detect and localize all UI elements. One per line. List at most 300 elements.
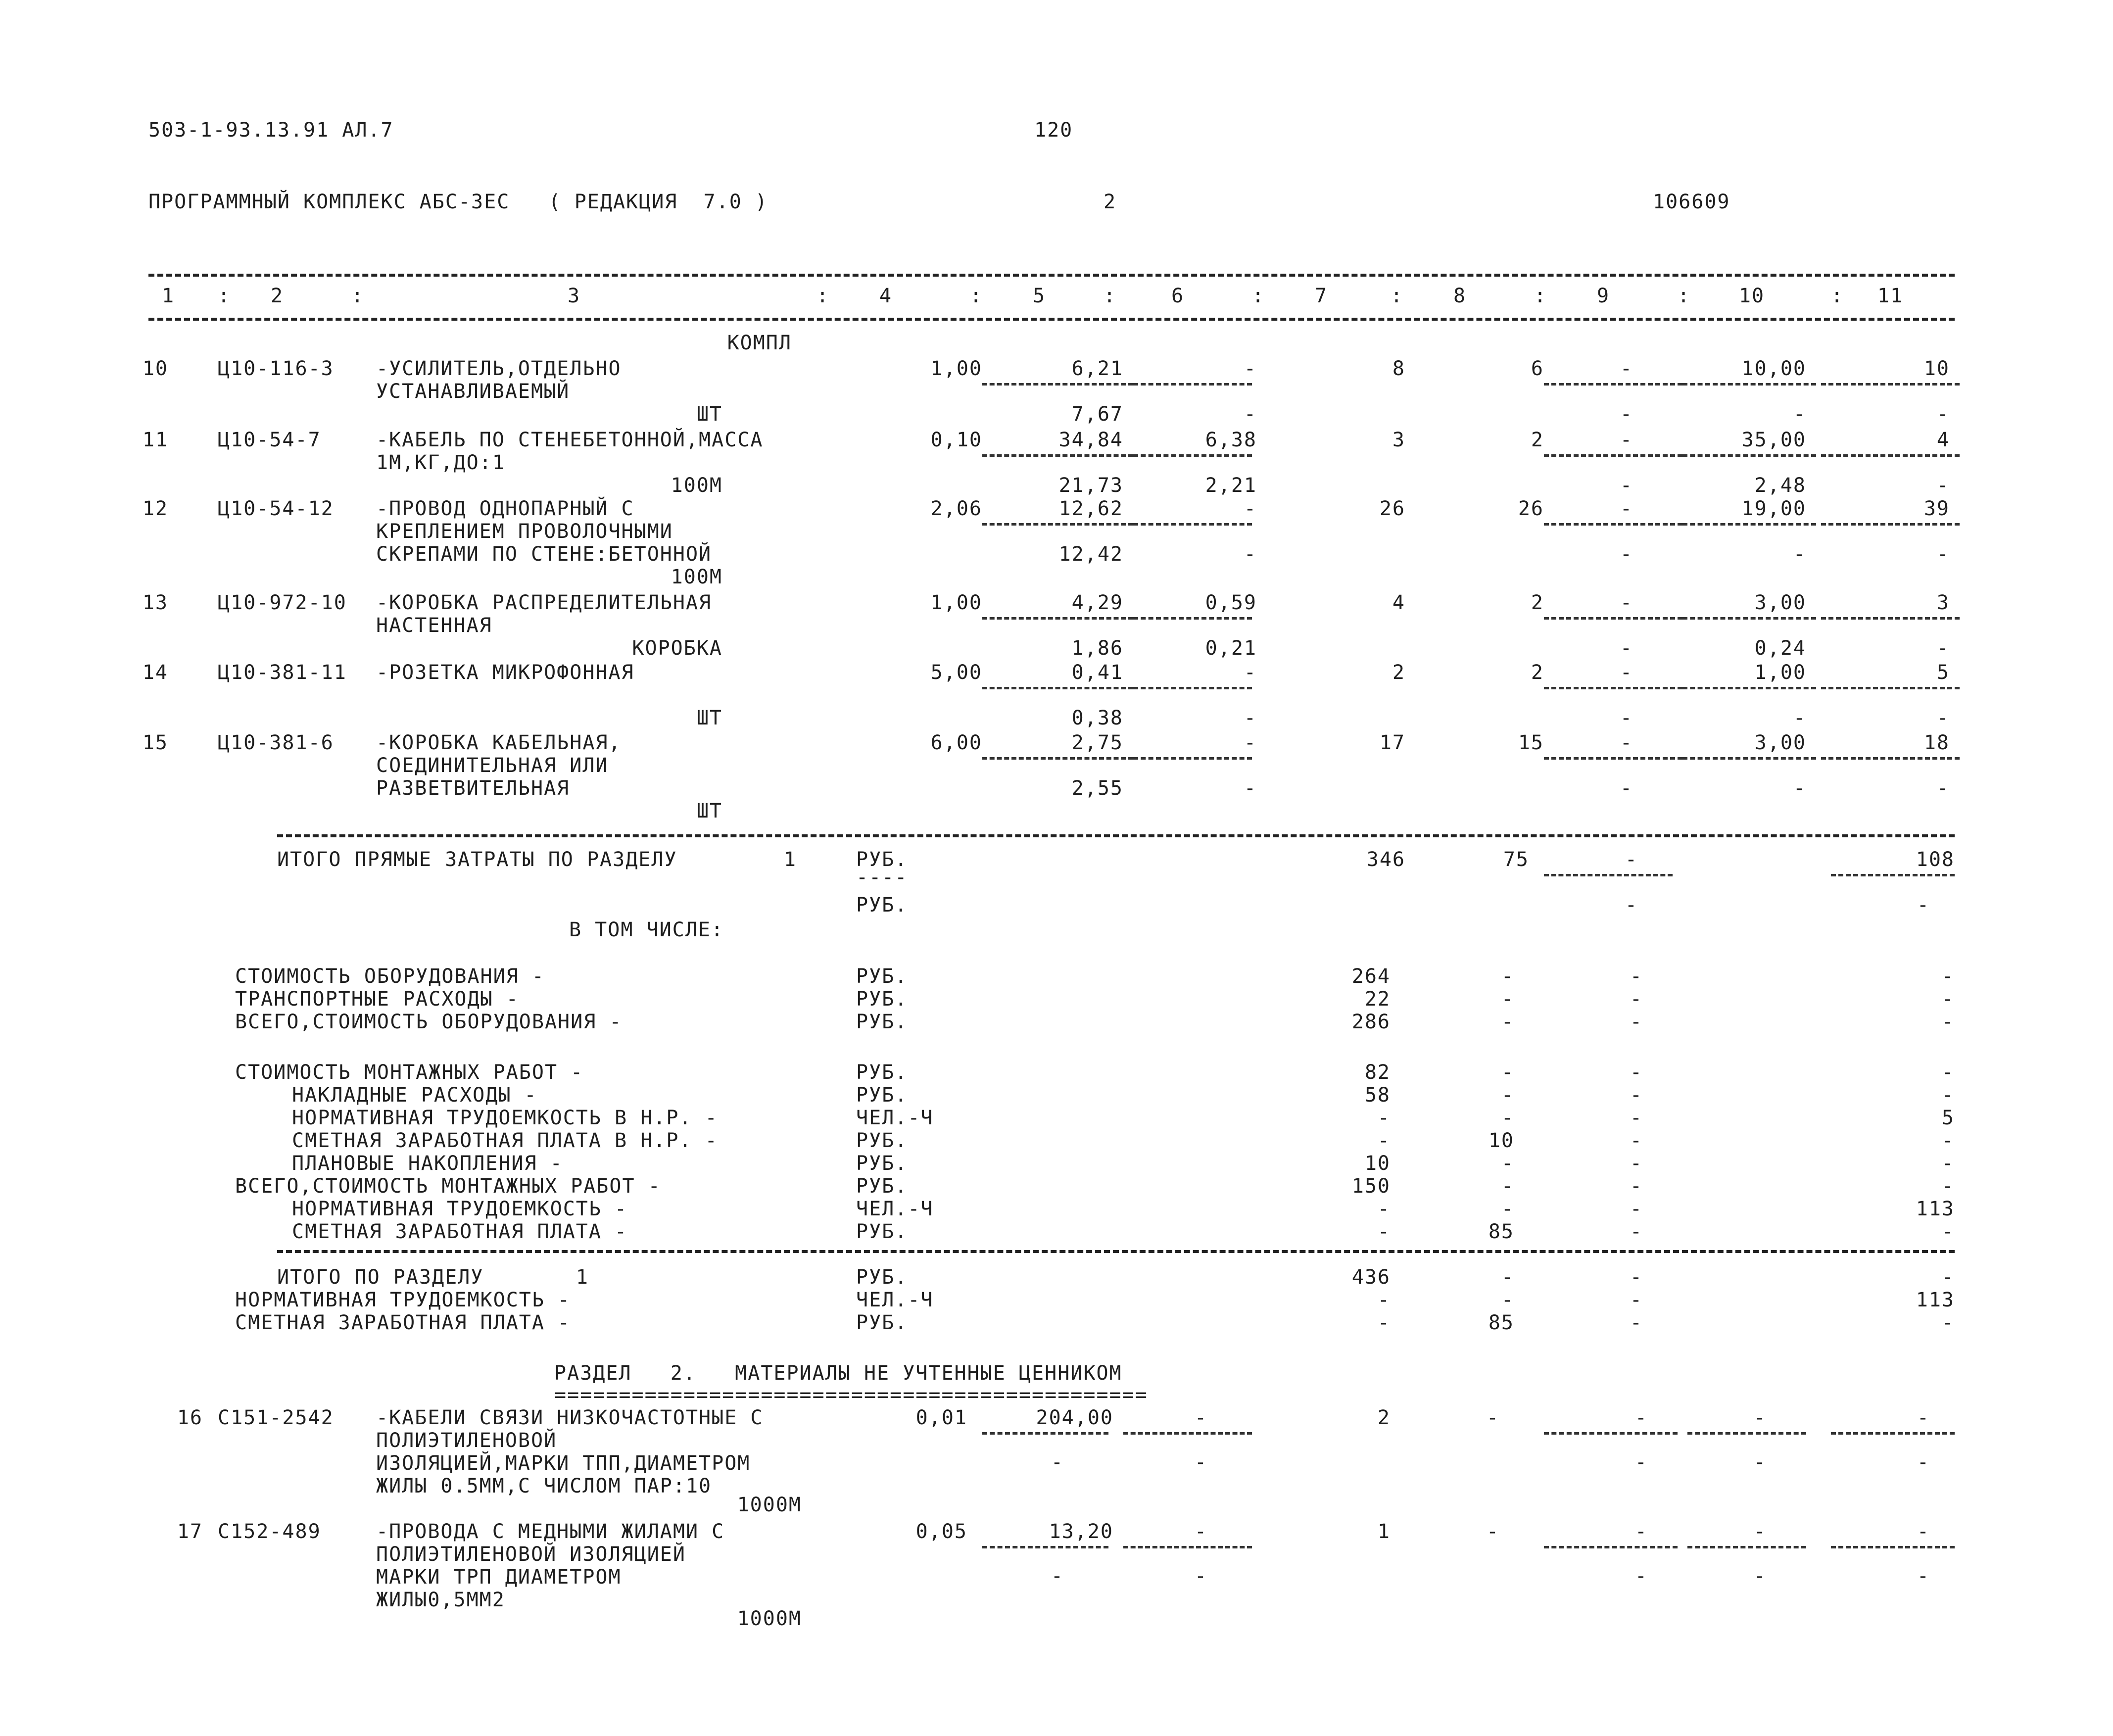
section-total-col11: -: [1941, 1266, 1955, 1289]
summary-col8: -: [1501, 1107, 1514, 1129]
item-col6-sub: -: [1194, 1565, 1207, 1588]
column-separator: :: [1678, 285, 1691, 307]
item-description: КРЕПЛЕНИЕМ ПРОВОЛОЧНЫМИ: [376, 520, 673, 543]
direct-costs-col9: -: [1625, 848, 1638, 871]
cell-divider: [982, 757, 1133, 760]
item-col10-sub: -: [1753, 1565, 1767, 1588]
item-col6-sub: -: [1244, 777, 1257, 800]
item-col11-sub: -: [1917, 1451, 1930, 1474]
item-col8: -: [1486, 1406, 1499, 1429]
item-col9: -: [1620, 731, 1633, 754]
summary-col8: -: [1501, 1175, 1514, 1198]
item-number: 10: [142, 357, 168, 380]
column-header-3: 3: [567, 285, 581, 307]
cell-divider: [982, 1432, 1108, 1435]
column-separator: :: [218, 285, 231, 307]
item-unit-price: 13,20: [1049, 1520, 1113, 1543]
direct-costs-unit: РУБ.: [856, 894, 908, 916]
cell-divider: [982, 687, 1133, 689]
totals-rule: [277, 834, 1955, 837]
item-col8: 2: [1531, 429, 1544, 451]
section-total-number: 1: [576, 1266, 589, 1289]
item-number: 16: [177, 1406, 203, 1429]
item-wage-price: 12,42: [1058, 543, 1123, 566]
cell-divider: [1133, 617, 1252, 620]
item-code: Ц10-381-11: [218, 661, 347, 684]
item-description: МАРКИ ТРП ДИАМЕТРОМ: [376, 1566, 622, 1589]
summary-col8: -: [1501, 1084, 1514, 1107]
item-col6: -: [1244, 497, 1257, 520]
item-col11: 3: [1936, 591, 1950, 614]
item-col10-sub: 2,48: [1754, 474, 1806, 497]
summary-col8: -: [1501, 1061, 1514, 1084]
item-wage-price: 0,38: [1071, 707, 1123, 729]
item-description: -ПРОВОД ОДНОПАРНЫЙ С: [376, 497, 634, 520]
item-col11-sub: -: [1936, 637, 1950, 660]
item-description: СОЕДИНИТЕЛЬНАЯ ИЛИ: [376, 754, 609, 777]
item-col7: 2: [1377, 1406, 1391, 1429]
item-unit-price: 0,41: [1071, 661, 1123, 684]
item-number: 14: [142, 661, 168, 684]
item-col11: 18: [1923, 731, 1950, 754]
column-separator: :: [1391, 285, 1404, 307]
summary-col7: -: [1377, 1129, 1391, 1152]
summary-col9: -: [1630, 1011, 1643, 1033]
item-col10-sub: -: [1753, 1451, 1767, 1474]
item-col6: -: [1244, 357, 1257, 380]
item-col9-sub: -: [1620, 777, 1633, 800]
item-wage-price: -: [1051, 1451, 1064, 1474]
item-col10: 10,00: [1741, 357, 1806, 380]
summary-col9: -: [1630, 1107, 1643, 1129]
item-col7: 8: [1392, 357, 1405, 380]
item-col10-sub: -: [1793, 403, 1806, 426]
section-total-col9: -: [1630, 1266, 1643, 1289]
item-col10: 35,00: [1741, 429, 1806, 451]
item-code: Ц10-116-3: [218, 357, 334, 380]
cell-divider: [1133, 757, 1252, 760]
item-number: 17: [177, 1520, 203, 1543]
summary-label: НОРМАТИВНАЯ ТРУДОЕМКОСТЬ В Н.Р. -: [292, 1107, 718, 1129]
direct-costs-col11-sub: -: [1917, 894, 1930, 916]
section-total-unit: ЧЕЛ.-Ч: [856, 1289, 934, 1311]
summary-col9: -: [1630, 988, 1643, 1011]
item-col11-sub: -: [1936, 777, 1950, 800]
program-title: ПРОГРАММНЫЙ КОМПЛЕКС АБС-3ЕС ( РЕДАКЦИЯ 7.0 ): [148, 191, 768, 213]
item-col11-sub: -: [1936, 707, 1950, 729]
item-col8: 2: [1531, 661, 1544, 684]
cell-divider: [1821, 383, 1960, 386]
section-total-unit: РУБ.: [856, 1266, 908, 1289]
cell-divider: [1821, 757, 1960, 760]
cell-divider: [982, 454, 1133, 457]
summary-col9: -: [1630, 965, 1643, 988]
cell-divider: [1133, 383, 1252, 386]
item-col9-sub: -: [1620, 403, 1633, 426]
section-total-col8: -: [1501, 1266, 1514, 1289]
summary-col8: -: [1501, 1011, 1514, 1033]
cell-divider: [1544, 687, 1682, 689]
summary-label: НОРМАТИВНАЯ ТРУДОЕМКОСТЬ -: [292, 1198, 628, 1220]
column-header-5: 5: [1032, 285, 1046, 307]
item-unit-price: 204,00: [1036, 1406, 1113, 1429]
item-col10: 3,00: [1754, 731, 1806, 754]
summary-unit: РУБ.: [856, 1175, 908, 1198]
item-col8: 15: [1518, 731, 1544, 754]
summary-col7: 10: [1364, 1152, 1391, 1175]
section-total-col11: -: [1941, 1311, 1955, 1334]
summary-col8: -: [1501, 1198, 1514, 1220]
item-wage-price: 2,55: [1071, 777, 1123, 800]
summary-col7: -: [1377, 1198, 1391, 1220]
cell-divider: [1682, 757, 1816, 760]
item-description: СКРЕПАМИ ПО СТЕНЕ:БЕТОННОЙ: [376, 543, 712, 566]
item-col9-sub: -: [1620, 707, 1633, 729]
cell-divider: [1682, 454, 1816, 457]
item-unit-price: 34,84: [1058, 429, 1123, 451]
item-col11: 10: [1923, 357, 1950, 380]
column-separator: :: [816, 285, 830, 307]
item-col6: 6,38: [1205, 429, 1257, 451]
item-col9-sub: -: [1620, 637, 1633, 660]
direct-costs-unit: РУБ.: [856, 848, 908, 871]
summary-unit: ЧЕЛ.-Ч: [856, 1107, 934, 1129]
item-description: НАСТЕННАЯ: [376, 614, 492, 637]
cell-divider: [1831, 1546, 1955, 1548]
direct-costs-col8: 75: [1503, 848, 1529, 871]
cell-divider: [1544, 454, 1682, 457]
cell-divider: [1123, 1432, 1252, 1435]
item-code: С152-489: [218, 1520, 321, 1543]
item-col9: -: [1620, 357, 1633, 380]
item-unit-price: 12,62: [1058, 497, 1123, 520]
summary-label: ВСЕГО,СТОИМОСТЬ МОНТАЖНЫХ РАБОТ -: [235, 1175, 661, 1198]
item-number: 12: [142, 497, 168, 520]
item-code: Ц10-381-6: [218, 731, 334, 754]
item-col8: 6: [1531, 357, 1544, 380]
header-bottom-rule: [148, 318, 1955, 321]
item-col9-sub: -: [1620, 474, 1633, 497]
cell-divider: [1687, 1546, 1806, 1548]
item-wage-price: 7,67: [1071, 403, 1123, 426]
summary-label: ТРАНСПОРТНЫЕ РАСХОДЫ -: [235, 988, 519, 1011]
item-col11-sub: -: [1917, 1565, 1930, 1588]
item-col10: -: [1753, 1406, 1767, 1429]
item-col11: -: [1917, 1406, 1930, 1429]
summary-col8: -: [1501, 988, 1514, 1011]
item-col7: 4: [1392, 591, 1405, 614]
item-description: ПОЛИЭТИЛЕНОВОЙ: [376, 1429, 557, 1452]
item-code: С151-2542: [218, 1406, 334, 1429]
summary-label: СМЕТНАЯ ЗАРАБОТНАЯ ПЛАТА В Н.Р. -: [292, 1129, 718, 1152]
cell-divider: [1821, 454, 1960, 457]
column-header-8: 8: [1453, 285, 1467, 307]
item-col9: -: [1620, 661, 1633, 684]
item-col6-sub: 2,21: [1205, 474, 1257, 497]
cell-divider: [1544, 383, 1682, 386]
item-col11-sub: -: [1936, 474, 1950, 497]
item-description: 1М,КГ,ДО:1: [376, 451, 505, 474]
cell-divider: [1682, 617, 1816, 620]
item-description: УСТАНАВЛИВАЕМЫЙ: [376, 380, 570, 403]
item-unit: 100М: [671, 566, 722, 588]
summary-col11: -: [1941, 1084, 1955, 1107]
summary-col7: 22: [1364, 988, 1391, 1011]
document-code: 503-1-93.13.91 АЛ.7: [148, 119, 394, 142]
item-col9: -: [1634, 1520, 1648, 1543]
item-description: -УСИЛИТЕЛЬ,ОТДЕЛЬНО: [376, 357, 622, 380]
item-description: ПОЛИЭТИЛЕНОВОЙ ИЗОЛЯЦИЕЙ: [376, 1543, 686, 1566]
section-total-col9: -: [1630, 1289, 1643, 1311]
item-col7: 1: [1377, 1520, 1391, 1543]
item-unit: КОМПЛ: [727, 332, 792, 354]
item-col7: 2: [1392, 661, 1405, 684]
section-total-unit: РУБ.: [856, 1311, 908, 1334]
cell-divider: [1682, 523, 1816, 526]
summary-label: ВСЕГО,СТОИМОСТЬ ОБОРУДОВАНИЯ -: [235, 1011, 623, 1033]
summary-col11: -: [1941, 1152, 1955, 1175]
summary-label: ПЛАНОВЫЕ НАКОПЛЕНИЯ -: [292, 1152, 563, 1175]
item-unit-price: 4,29: [1071, 591, 1123, 614]
estimate-code: 106609: [1653, 191, 1730, 213]
summary-col9: -: [1630, 1129, 1643, 1152]
cell-divider: [1544, 1546, 1678, 1548]
section-total-col8: 85: [1488, 1311, 1514, 1334]
summary-unit: РУБ.: [856, 1084, 908, 1107]
item-col6: 0,59: [1205, 591, 1257, 614]
item-unit-price: 2,75: [1071, 731, 1123, 754]
item-description: ЖИЛЫ 0.5ММ,С ЧИСЛОМ ПАР:10: [376, 1475, 712, 1497]
section-2-underline: ==============================================: [554, 1384, 1148, 1406]
cell-divider: [1133, 523, 1252, 526]
item-col7: 3: [1392, 429, 1405, 451]
summary-label: СТОИМОСТЬ МОНТАЖНЫХ РАБОТ -: [235, 1061, 584, 1084]
item-col9: -: [1634, 1406, 1648, 1429]
item-col10: 1,00: [1754, 661, 1806, 684]
summary-col11: 113: [1916, 1198, 1955, 1220]
summary-unit: РУБ.: [856, 1129, 908, 1152]
summary-col11: 5: [1941, 1107, 1955, 1129]
item-description: -КОРОБКА РАСПРЕДЕЛИТЕЛЬНАЯ: [376, 591, 712, 614]
cell-divider: [1821, 523, 1960, 526]
cell-divider: [982, 523, 1133, 526]
item-wage-price: -: [1051, 1565, 1064, 1588]
cell-divider: [1821, 617, 1960, 620]
item-description: -КАБЕЛЬ ПО СТЕНЕБЕТОННОЙ,МАССА: [376, 429, 764, 451]
column-separator: :: [1831, 285, 1844, 307]
item-col10: -: [1753, 1520, 1767, 1543]
item-code: Ц10-54-7: [218, 429, 321, 451]
column-header-6: 6: [1171, 285, 1185, 307]
summary-col7: 58: [1364, 1084, 1391, 1107]
summary-col9: -: [1630, 1175, 1643, 1198]
direct-costs-section: 1: [783, 848, 797, 871]
column-header-2: 2: [270, 285, 284, 307]
column-header-7: 7: [1314, 285, 1328, 307]
summary-unit: РУБ.: [856, 1220, 908, 1243]
summary-col11: -: [1941, 1129, 1955, 1152]
item-description: ИЗОЛЯЦИЕЙ,МАРКИ ТПП,ДИАМЕТРОМ: [376, 1452, 751, 1475]
cell-divider: [1544, 874, 1673, 876]
cell-divider: [982, 1546, 1108, 1548]
cell-divider: [1544, 757, 1682, 760]
column-header-1: 1: [161, 285, 175, 307]
summary-col11: -: [1941, 1061, 1955, 1084]
column-header-10: 10: [1738, 285, 1765, 307]
direct-costs-unit-divider: ----: [856, 866, 908, 889]
summary-col11: -: [1941, 988, 1955, 1011]
summary-col11: -: [1941, 965, 1955, 988]
column-header-11: 11: [1877, 285, 1904, 307]
cell-divider: [1544, 1432, 1678, 1435]
item-quantity: 2,06: [930, 497, 982, 520]
summary-unit: РУБ.: [856, 965, 908, 988]
item-col9: -: [1620, 591, 1633, 614]
summary-col9: -: [1630, 1152, 1643, 1175]
item-col10-sub: -: [1793, 777, 1806, 800]
summary-col9: -: [1630, 1220, 1643, 1243]
item-col6-sub: -: [1244, 403, 1257, 426]
item-col10: 3,00: [1754, 591, 1806, 614]
cell-divider: [1821, 687, 1960, 689]
section-total-col7: -: [1377, 1311, 1391, 1334]
section-total-col8: -: [1501, 1289, 1514, 1311]
cell-divider: [982, 617, 1133, 620]
summary-col7: -: [1377, 1107, 1391, 1129]
item-col9-sub: -: [1634, 1451, 1648, 1474]
item-col8: 2: [1531, 591, 1544, 614]
item-description: -ПРОВОДА С МЕДНЫМИ ЖИЛАМИ С: [376, 1520, 725, 1543]
item-description: РАЗВЕТВИТЕЛЬНАЯ: [376, 777, 570, 800]
item-unit: 100М: [671, 474, 722, 497]
item-col9: -: [1620, 497, 1633, 520]
item-col11: 4: [1936, 429, 1950, 451]
item-col10-sub: -: [1793, 707, 1806, 729]
section-total-col11: 113: [1916, 1289, 1955, 1311]
column-separator: :: [1252, 285, 1265, 307]
section-total-col7: 436: [1351, 1266, 1391, 1289]
page-number: 120: [1034, 119, 1073, 142]
item-number: 15: [142, 731, 168, 754]
cell-divider: [1682, 687, 1816, 689]
direct-costs-col11: 108: [1916, 848, 1955, 871]
item-unit: 1000М: [737, 1607, 802, 1630]
item-col6-sub: -: [1244, 707, 1257, 729]
cell-divider: [1831, 874, 1955, 876]
summary-unit: РУБ.: [856, 988, 908, 1011]
summary-col7: 150: [1351, 1175, 1391, 1198]
item-col6: -: [1244, 661, 1257, 684]
item-col11-sub: -: [1936, 403, 1950, 426]
item-col9-sub: -: [1620, 543, 1633, 566]
column-separator: :: [970, 285, 983, 307]
summary-col7: -: [1377, 1220, 1391, 1243]
summary-col7: 264: [1351, 965, 1391, 988]
item-col10-sub: 0,24: [1754, 637, 1806, 660]
item-quantity: 0,05: [915, 1520, 967, 1543]
item-number: 13: [142, 591, 168, 614]
item-col9-sub: -: [1634, 1565, 1648, 1588]
column-separator: :: [351, 285, 365, 307]
including-label: В ТОМ ЧИСЛЕ:: [569, 918, 724, 941]
direct-costs-col7: 346: [1366, 848, 1405, 871]
section-2-title: РАЗДЕЛ 2. МАТЕРИАЛЫ НЕ УЧТЕННЫЕ ЦЕННИКОМ: [554, 1362, 1122, 1385]
item-col7: 17: [1379, 731, 1405, 754]
item-col10-sub: -: [1793, 543, 1806, 566]
item-col8: -: [1486, 1520, 1499, 1543]
item-description: ЖИЛЫ0,5ММ2: [376, 1589, 505, 1611]
item-quantity: 5,00: [930, 661, 982, 684]
cell-divider: [1544, 617, 1682, 620]
item-col6-sub: 0,21: [1205, 637, 1257, 660]
item-col6-sub: -: [1194, 1451, 1207, 1474]
summary-unit: РУБ.: [856, 1061, 908, 1084]
summary-unit: ЧЕЛ.-Ч: [856, 1198, 934, 1220]
item-col10: 19,00: [1741, 497, 1806, 520]
cell-divider: [1682, 383, 1816, 386]
item-col6-sub: -: [1244, 543, 1257, 566]
cell-divider: [1133, 687, 1252, 689]
column-separator: :: [1104, 285, 1117, 307]
item-unit: КОРОБКА: [632, 637, 722, 660]
item-quantity: 6,00: [930, 731, 982, 754]
item-description: -РОЗЕТКА МИКРОФОННАЯ: [376, 661, 634, 684]
item-quantity: 1,00: [930, 357, 982, 380]
cell-divider: [982, 383, 1133, 386]
item-code: Ц10-972-10: [218, 591, 347, 614]
item-col6: -: [1194, 1520, 1207, 1543]
column-separator: :: [1534, 285, 1547, 307]
summary-col7: 82: [1364, 1061, 1391, 1084]
item-wage-price: 21,73: [1058, 474, 1123, 497]
item-unit: ШТ: [696, 707, 722, 729]
summary-label: СТОИМОСТЬ ОБОРУДОВАНИЯ -: [235, 965, 545, 988]
section-total-label: НОРМАТИВНАЯ ТРУДОЕМКОСТЬ -: [235, 1289, 571, 1311]
section-total-col7: -: [1377, 1289, 1391, 1311]
cell-divider: [1544, 523, 1682, 526]
item-quantity: 1,00: [930, 591, 982, 614]
summary-unit: РУБ.: [856, 1152, 908, 1175]
column-header-9: 9: [1596, 285, 1610, 307]
item-unit: 1000М: [737, 1494, 802, 1516]
header-top-rule: [148, 274, 1955, 277]
item-col7: 26: [1379, 497, 1405, 520]
summary-col11: -: [1941, 1011, 1955, 1033]
summary-col9: -: [1630, 1198, 1643, 1220]
item-col11: 39: [1923, 497, 1950, 520]
item-col11: -: [1917, 1520, 1930, 1543]
item-code: Ц10-54-12: [218, 497, 334, 520]
item-quantity: 0,10: [930, 429, 982, 451]
summary-col9: -: [1630, 1061, 1643, 1084]
item-unit: ШТ: [696, 403, 722, 426]
summary-label: СМЕТНАЯ ЗАРАБОТНАЯ ПЛАТА -: [292, 1220, 628, 1243]
cell-divider: [1133, 454, 1252, 457]
summary-col8: -: [1501, 965, 1514, 988]
item-description: -КОРОБКА КАБЕЛЬНАЯ,: [376, 731, 622, 754]
item-wage-price: 1,86: [1071, 637, 1123, 660]
summary-col7: 286: [1351, 1011, 1391, 1033]
section-total-rule: [277, 1250, 1955, 1253]
cell-divider: [1831, 1432, 1955, 1435]
item-col9: -: [1620, 429, 1633, 451]
section-total-col9: -: [1630, 1311, 1643, 1334]
summary-col8: -: [1501, 1152, 1514, 1175]
section-total-label: СМЕТНАЯ ЗАРАБОТНАЯ ПЛАТА -: [235, 1311, 571, 1334]
direct-costs-label: ИТОГО ПРЯМЫЕ ЗАТРАТЫ ПО РАЗДЕЛУ: [277, 848, 677, 871]
column-header-4: 4: [879, 285, 893, 307]
item-col6: -: [1194, 1406, 1207, 1429]
